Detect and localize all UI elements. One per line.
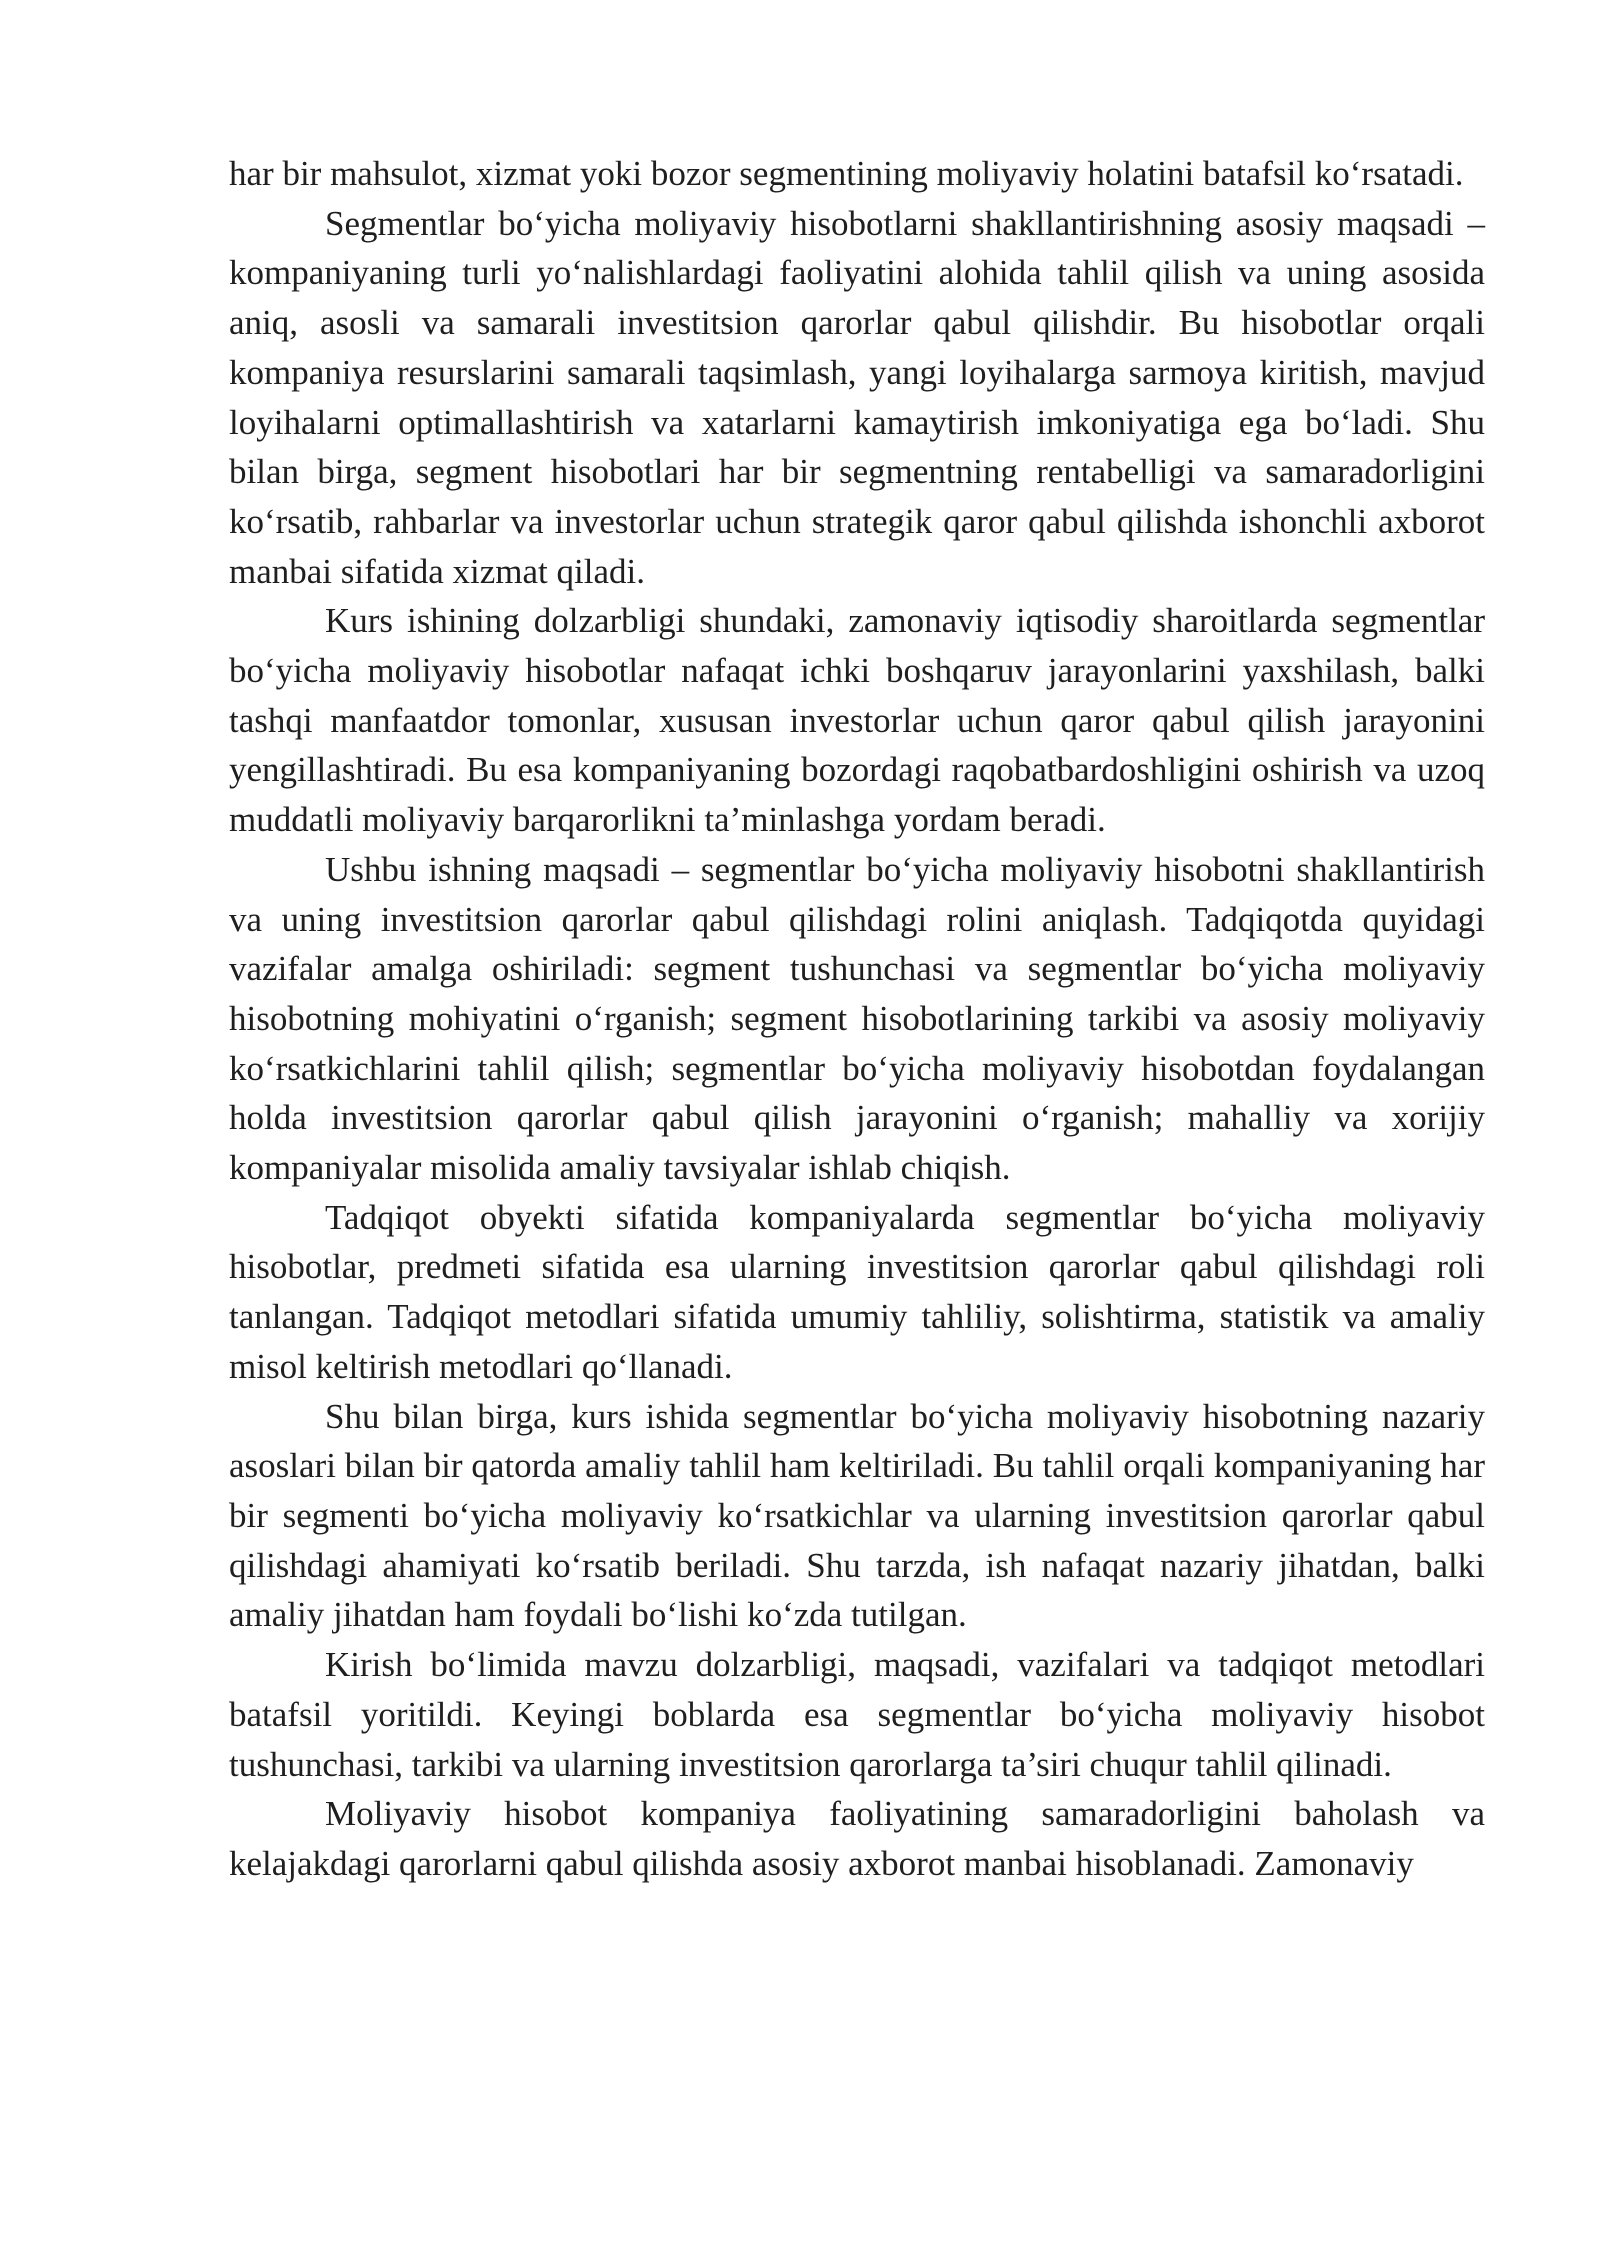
paragraph-continuation: har bir mahsulot, xizmat yoki bozor segmentining moliyaviy holatini batafsil ko‘rsatadi. [229,154,1464,193]
paragraph-practical-analysis: Shu bilan birga, kurs ishida segmentlar bo‘yicha moliyaviy hisobotning nazariy asoslari bilan bir qatorda amaliy tahlil ham keltiriladi. Bu tahlil orqali kompaniyaning har bir segmenti bo‘yicha moliyaviy ko‘rsatkichlar va ularning investitsion qarorlar qabul qilishdagi ahamiyati ko‘rsatib beriladi. Shu tarzda, ish nafaqat nazariy jihatdan, balki amaliy jihatdan ham foydali bo‘lishi ko‘zda tutilgan. [229,1396,1485,1635]
paragraph-object-and-methods: Tadqiqot obyekti sifatida kompaniyalarda segmentlar bo‘yicha moliyaviy hisobotlar, predmeti sifatida esa ularning investitsion qarorlar qabul qilishdagi roli tanlangan. Tadqiqot metodlari sifatida umumiy tahliliy, solishtirma, statistik va amaliy misol keltirish metodlari qo‘llanadi. [229,1197,1485,1386]
paragraph-introduction-summary: Kirish bo‘limida mavzu dolzarbligi, maqsadi, vazifalari va tadqiqot metodlari batafsil yoritildi. Keyingi boblarda esa segmentlar bo‘yicha moliyaviy hisobot tushunchasi, tarkibi va ularning investitsion qarorlarga ta’siri chuqur tahlil qilinadi. [229,1645,1485,1784]
document-body [229,149,1485,1889]
paragraph-financial-reporting: Moliyaviy hisobot kompaniya faoliyatining samaradorligini baholash va kelajakdagi qarorlarni qabul qilishda asosiy axborot manbai hisoblanadi. Zamonaviy [229,1794,1485,1883]
paragraph-segment-reports-purpose: Segmentlar bo‘yicha moliyaviy hisobotlarni shakllantirishning asosiy maqsadi – kompaniyaning turli yo‘nalishlardagi faoliyatini alohida tahlil qilish va uning asosida aniq, asosli va samarali investitsion qarorlar qabul qilishdir. Bu hisobotlar orqali kompaniya resurslarini samarali taqsimlash, yangi loyihalarga sarmoya kiritish, mavjud loyihalarni optimallashtirish va xatarlarni kamaytirish imkoniyatiga ega bo‘ladi. Shu bilan birga, segment hisobotlari har bir segmentning rentabelligi va samaradorligini ko‘rsatib, rahbarlar va investorlar uchun strategik qaror qabul qilishda ishonchli axborot manbai sifatida xizmat qiladi. [229,203,1485,591]
paragraph-goal-and-tasks: Ushbu ishning maqsadi – segmentlar bo‘yicha moliyaviy hisobotni shakllantirish va uning investitsion qarorlar qabul qilishdagi rolini aniqlash. Tadqiqotda quyidagi vazifalar amalga oshiriladi: segment tushunchasi va segmentlar bo‘yicha moliyaviy hisobotning mohiyatini o‘rganish; segment hisobotlarining tarkibi va asosiy moliyaviy ko‘rsatkichlarini tahlil qilish; segmentlar bo‘yicha moliyaviy hisobotdan foydalangan holda investitsion qarorlar qabul qilish jarayonini o‘rganish; mahalliy va xorijiy kompaniyalar misolida amaliy tavsiyalar ishlab chiqish. [229,849,1485,1188]
paragraph-relevance: Kurs ishining dolzarbligi shundaki, zamonaviy iqtisodiy sharoitlarda segmentlar bo‘yicha moliyaviy hisobotlar nafaqat ichki boshqaruv jarayonlarini yaxshilash, balki tashqi manfaatdor tomonlar, xususan investorlar uchun qaror qabul qilish jarayonini yengillashtiradi. Bu esa kompaniyaning bozordagi raqobatbardoshligini oshirish va uzoq muddatli moliyaviy barqarorlikni ta’minlashga yordam beradi. [229,601,1485,840]
